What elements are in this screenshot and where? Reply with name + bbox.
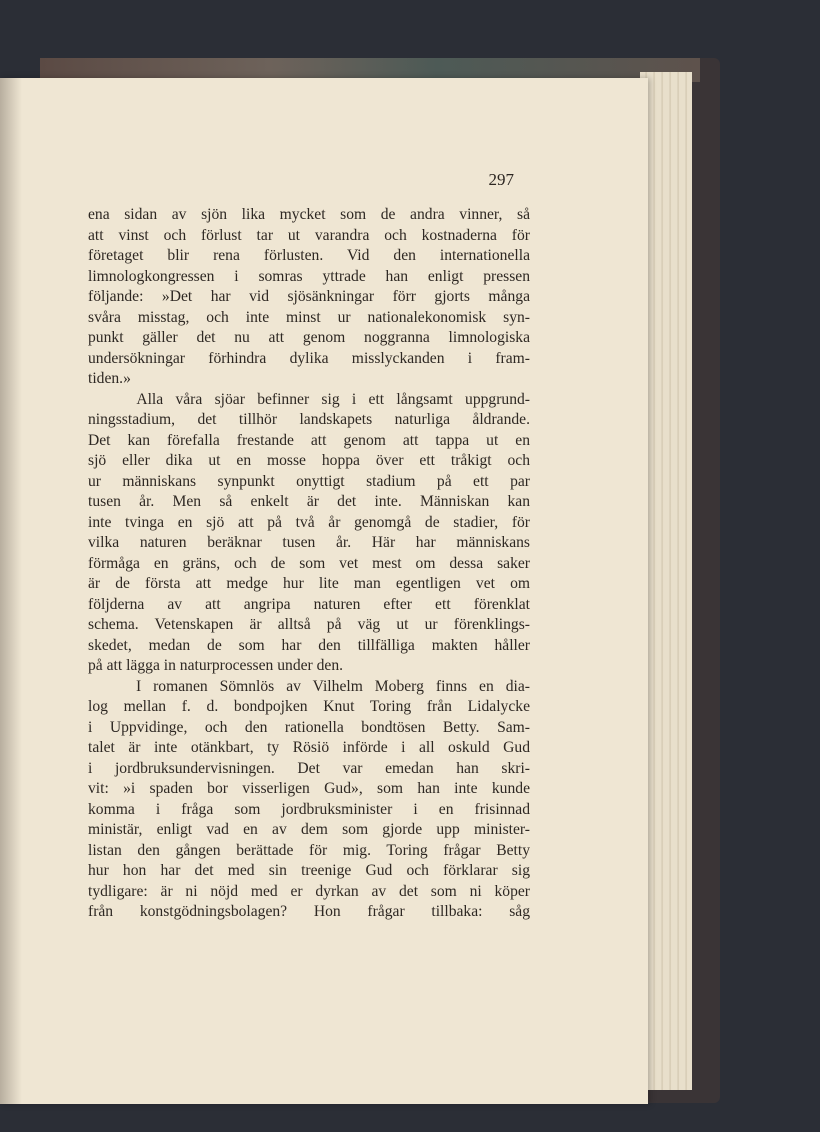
text-line: sjö eller dika ut en mosse hoppa över ett tråkigt och <box>88 452 530 469</box>
page-number: 297 <box>488 170 514 189</box>
text-line: är de första att medge hur lite man egentligen vet om <box>88 575 530 592</box>
text-line: ur människans synpunkt onyttigt stadium på ett par <box>88 472 530 490</box>
text-line: ena sidan av sjön lika mycket som de andra vinner, så <box>88 206 530 223</box>
text-line: företaget blir rena förlusten. Vid den internationella <box>88 247 530 264</box>
text-line: ningsstadium, det tillhör landskapets naturliga åldrande. <box>88 411 530 428</box>
text-line: schema. Vetenskapen är alltså på väg ut ur förenklings- <box>88 616 530 633</box>
body-text <box>88 205 530 923</box>
text-line: tydligare: är ni nöjd med er dyrkan av det som ni köper <box>88 882 530 900</box>
text-line: punkt gäller det nu att genom noggranna limnologiska <box>88 329 530 346</box>
text-line: på att lägga in naturprocessen under den. <box>88 657 344 674</box>
text-line: listan den gången berättade för mig. Toring frågar Betty <box>88 841 530 859</box>
text-line: tusen år. Men så enkelt är det inte. Människan kan <box>88 493 530 510</box>
text-line: skedet, medan de som har den tillfälliga makten håller <box>88 636 530 654</box>
text-line: följande: »Det har vid sjösänkningar förr gjorts många <box>88 288 530 305</box>
text-line: log mellan f. d. bondpojken Knut Toring från Lidalycke <box>88 698 530 715</box>
text-line: talet är inte otänkbart, ty Rösiö införde i all oskuld Gud <box>88 739 530 756</box>
text-line: komma i fråga som jordbruksminister i en frisinnad <box>88 800 530 818</box>
text-line: limnologkongressen i somras yttrade han enligt pressen <box>88 267 530 285</box>
spine-shadow <box>0 78 22 1104</box>
text-line: inte tvinga en sjö att på två år genomgå de stadier, för <box>88 513 530 531</box>
text-line: tiden.» <box>88 370 131 387</box>
text-line: hur hon har det med sin treenige Gud och förklarar sig <box>88 862 530 879</box>
text-line: förmåga en gräns, och de som vet mest om dessa saker <box>88 554 530 572</box>
text-line: Det kan förefalla frestande att genom att tappa ut en <box>88 431 530 449</box>
text-line: ministär, enligt vad en av dem som gjorde upp minister- <box>88 821 530 838</box>
book-page <box>0 78 648 1104</box>
text-line: i jordbruksundervisningen. Det var emedan han skri- <box>88 759 530 777</box>
text-line: svåra misstag, och inte minst ur nationalekonomisk syn- <box>88 308 530 326</box>
text-line: vilka naturen beräknar tusen år. Här har människans <box>88 534 530 551</box>
text-line: i Uppvidinge, och den rationella bondtösen Betty. Sam- <box>88 718 530 736</box>
text-line: Alla våra sjöar befinner sig i ett långsamt uppgrund- <box>88 390 530 408</box>
text-line: vit: »i spaden bor visserligen Gud», som han inte kunde <box>88 780 530 797</box>
text-line: från konstgödningsbolagen? Hon frågar tillbaka: såg <box>88 903 530 920</box>
text-line: I romanen Sömnlös av Vilhelm Moberg finns en dia- <box>88 677 530 695</box>
text-line: att vinst och förlust tar ut varandra och kostnaderna för <box>88 226 530 244</box>
text-line: följderna av att angripa naturen efter ett förenklat <box>88 595 530 613</box>
text-line: undersökningar förhindra dylika misslyckanden i fram- <box>88 349 530 367</box>
